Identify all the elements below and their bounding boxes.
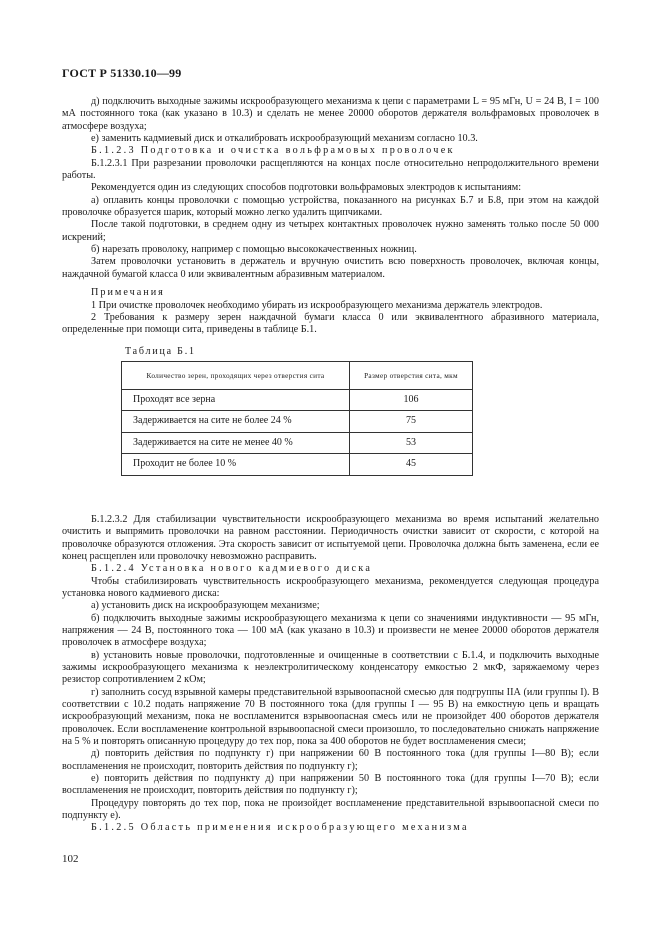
document-body [62, 96, 599, 835]
table-row [122, 432, 473, 454]
paragraphs-after-table [62, 514, 599, 835]
table-cell-condition: Проходят все зерна [122, 389, 350, 411]
paragraph: Б.1.2.3.1 При разрезании проволочки расщепляются на концах после относительно непродолжительного времени работы. [62, 157, 599, 182]
table-caption: Таблица Б.1 [125, 345, 196, 357]
paragraph: 2 Требования к размеру зерен наждачной бумаги класса 0 или эквивалентного абразивного материала, определенные при помощи сита, приведены в таблице Б.1. [62, 311, 599, 336]
paragraph: Б.1.2.3.2 Для стабилизации чувствительности искрообразующего механизма во время испытаний желательно очистить и выпрямить проволочки на равном расстоянии. Периодичность очистки зависит от скорости, с которой на проволочке образуются отложения. Эта скорость зависит от испытуемой цепи. Проволочка должна быть заменена, если ее конец расщеплен или проволочку невозможно расправить. [62, 513, 599, 562]
paragraph: 1 При очистке проволочек необходимо убирать из искрообразующего механизма держатель электродов. [91, 299, 543, 311]
paragraph: е) заменить кадмиевый диск и откалибровать искрообразующий механизм согласно 10.3. [91, 133, 478, 145]
paragraph: а) установить диск на искрообразующем механизме; [91, 600, 320, 612]
table-cell-condition: Задерживается на сите не менее 40 % [122, 432, 350, 454]
paragraph: д) повторить действия по подпункту г) при напряжении 60 В постоянного тока (для группы I—80 В); если воспламенения не происходит, повторить действия по подпункту г); [62, 748, 599, 772]
paragraph: Рекомендуется один из следующих способов подготовки вольфрамовых электродов к испытаниям: [91, 182, 522, 194]
table-cell-size: 45 [350, 454, 473, 476]
table-row [122, 411, 473, 433]
paragraph: Процедуру повторять до тех пор, пока не произойдет воспламенение представительной взрывоопасной смеси по подпункту е). [62, 797, 599, 822]
paragraph: Б.1.2.3 Подготовка и очистка вольфрамовых проволочек [91, 145, 455, 157]
paragraph: г) заполнить сосуд взрывной камеры представительной взрывоопасной смесью для подгруппы IIА (или группы I). В соответствии с 10.2 подать напряжение 70 В постоянного тока (для группы I — 95 В) на емкостную цепь и вращать искрообразующий механизм, пока не воспламенится взрывоопасная смесь или не произойдет 400 оборотов держателя проволочек. Если воспламенение контрольной взрывоопасной смеси произошло, то последовательно снижать напряжение на 5 % и повторять описанную процедуру до тех пор, пока за 400 оборотов не будет воспламенения смеси; [62, 686, 599, 748]
paragraphs-before-table [62, 96, 599, 337]
table-row [122, 454, 473, 476]
paragraph: в) установить новые проволочки, подготовленные и очищенные в соответствии с Б.1.4, и подключить выходные зажимы искрообразующего механизма к неэлектролитическому конденсатору емкостью 2 мкФ, заряжаемому через резистор сопротивлением 2 кОм; [62, 649, 599, 686]
table-cell-condition: Задерживается на сите не более 24 % [122, 411, 350, 433]
paragraph: Б.1.2.4 Установка нового кадмиевого диска [91, 563, 373, 575]
table-cell-size: 106 [350, 389, 473, 411]
paragraph: После такой подготовки, в среднем одну из четырех контактных проволочек нужно заменять только после 50 000 искрений; [62, 219, 599, 243]
paragraph: Чтобы стабилизировать чувствительность искрообразующего механизма, рекомендуется следующая процедура установка нового кадмиевого диска: [62, 575, 599, 599]
paragraph: б) подключить выходные зажимы искрообразующего механизма к цепи со значениями индуктивности — 95 мГн, напряжения — 24 В, постоянного тока — 100 мА (как указано в 10.3) и произвести не менее 20000 оборотов держателя проволочек в атмосфере воздуха; [62, 612, 599, 649]
table-header-mesh-size: Размер отверстия сита, мкм [350, 361, 473, 389]
paragraph: д) подключить выходные зажимы искрообразующего механизма к цепи с параметрами L = 95 мГн, U = 24 В, I = 100 мА постоянного тока (как указано в 10.3) и сделать не менее 20000 оборотов держателя вольфрамовых проволочек в атмосфере воздуха; [62, 96, 599, 132]
document-header: ГОСТ Р 51330.10—99 [62, 66, 182, 80]
paragraph: Затем проволочки установить в держатель и вручную очистить всю поверхность проволочек, включая концы, наждачной бумагой класса 0 или эквивалентным абразивным материалом. [62, 256, 599, 280]
paragraph: Б.1.2.5 Область применения искрообразующего механизма [91, 822, 469, 834]
paragraph: Примечания [91, 287, 165, 299]
table-cell-condition: Проходит не более 10 % [122, 454, 350, 476]
table-header-row [122, 361, 473, 389]
table-row [122, 389, 473, 411]
paragraph: е) повторить действия по подпункту д) при напряжении 50 В постоянного тока (для группы I—70 В); если воспламенения не происходит, повторить действия по подпункту г); [62, 773, 599, 797]
table-header-grains: Количество зерен, проходящих через отверстия сита [122, 361, 350, 389]
table-cell-size: 75 [350, 411, 473, 433]
paragraph: б) нарезать проволоку, например с помощью высококачественных ножниц. [91, 244, 417, 256]
paragraph: а) оплавить концы проволочки с помощью устройства, показанного на рисунках Б.7 и Б.8, при этом на каждой проволочке образуется шарик, который можно легко удалить щипчиками. [62, 194, 599, 219]
page-number: 102 [62, 853, 79, 865]
sieve-table [121, 361, 473, 476]
table-cell-size: 53 [350, 432, 473, 454]
